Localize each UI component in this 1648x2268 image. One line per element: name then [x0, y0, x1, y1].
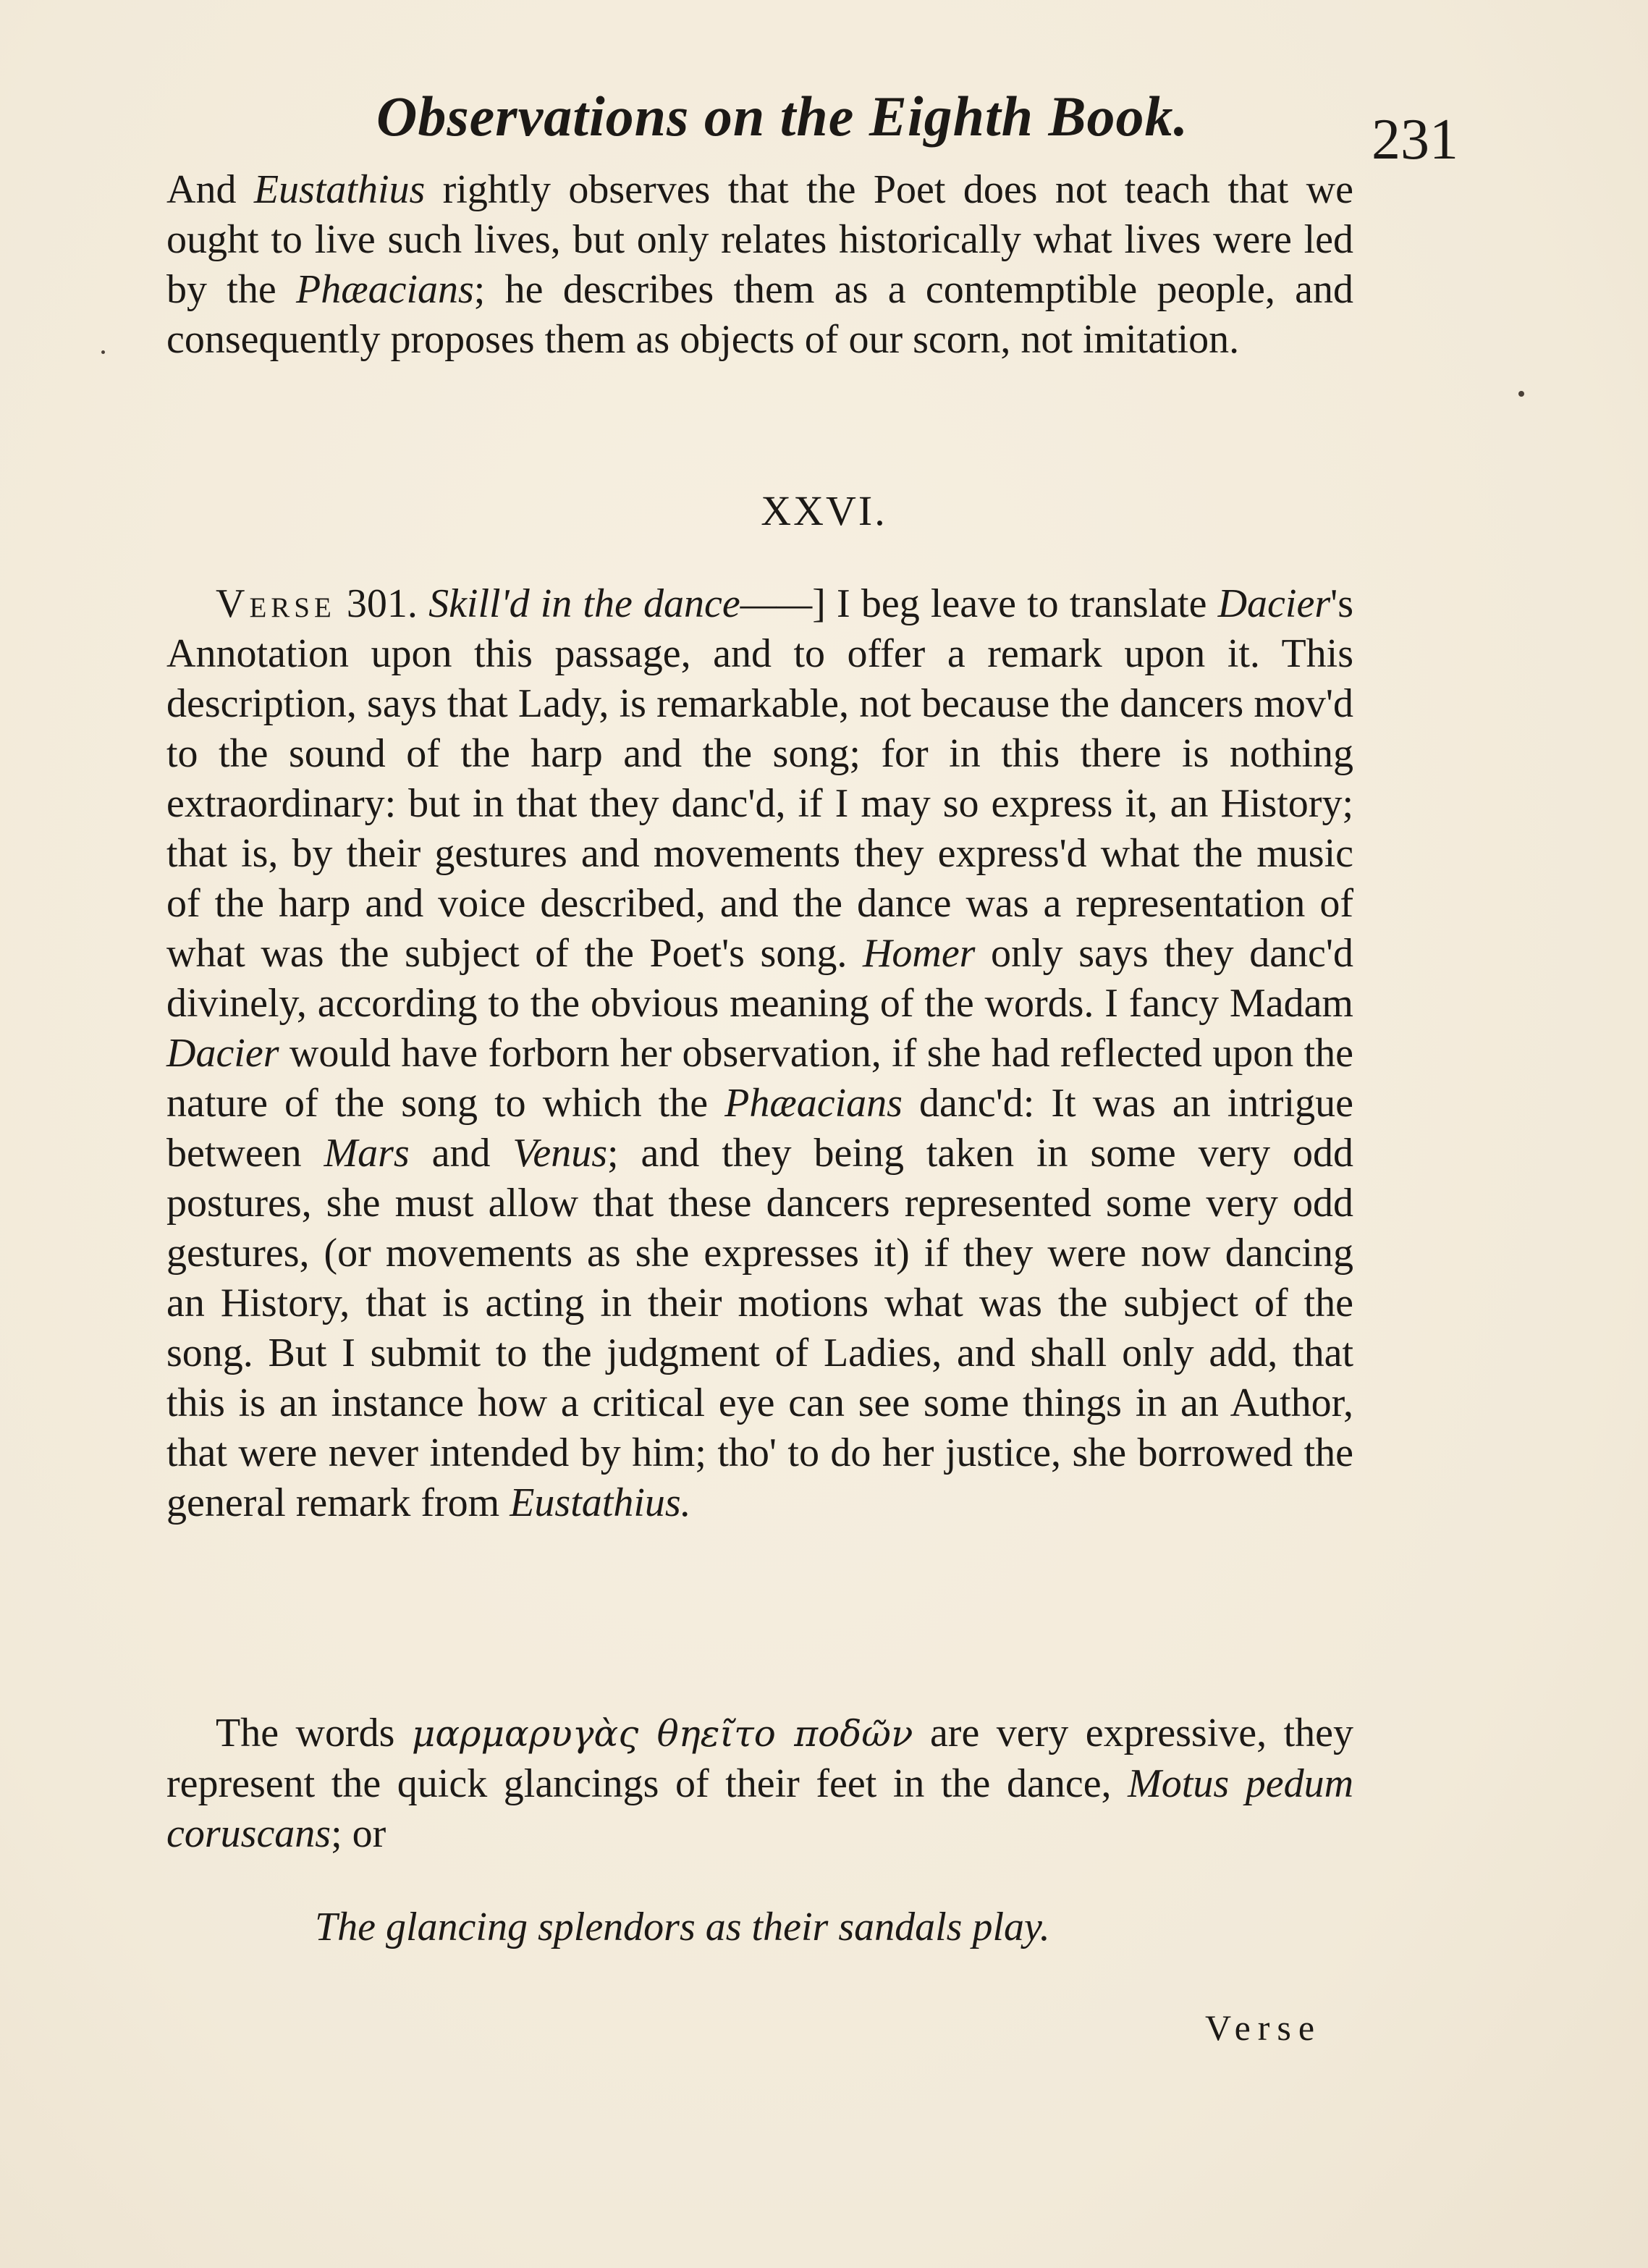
text-run: ; and they being taken in some very odd postures, she must allow that these dancers represented some very odd gestures, (or movements as she expresses it) if they were now dancing an History, that is acting in their motions what was the subject of the song. But I submit to the judgment of Ladies, and shall only add, that this is an instance how a critical eye can see some things in an Author, that were never intended by him; tho' to do her justice, she borrowed the general remark from	[166, 1131, 1353, 1525]
text-run: ; he describes them as a contemptible people, and consequently proposes them as objects of our scorn, not imitation.	[166, 267, 1353, 362]
text-run: danc'd: It was an intrigue between	[166, 1081, 1353, 1176]
section-heading: XXVI.	[761, 487, 887, 534]
text-run: are very expressive, they represent the quick glancings of their feet in the dance,	[166, 1711, 1353, 1806]
italic-name: Venus	[512, 1131, 608, 1176]
ink-speck	[1518, 391, 1524, 397]
text-run: 's Annotation upon this passage, and to offer a remark upon it. This description, says that Lady, is remarkable, not because the dancers mov'd to the sound of the harp and the song; for in this there is nothing extraordinary: but in that they danc'd, if I may so express it, an History; that is, by their gestures and movements they express'd what the music of the harp and voice described, and the dance was a representation of what was the subject of the Poet's song.	[166, 581, 1354, 976]
text-run: would have forborn her observation, if she had reflected upon the nature of the song to which the	[166, 1031, 1353, 1126]
text-run: And	[166, 167, 254, 212]
running-title: Observations on the Eighth Book.	[376, 85, 1189, 148]
italic-name: Eustathius.	[510, 1480, 691, 1525]
italic-name: Mars	[324, 1131, 410, 1176]
note-paragraph-text	[166, 579, 1353, 1528]
italic-name: Dacier	[166, 1031, 279, 1076]
italic-name: Phæacians	[724, 1081, 903, 1126]
verse-number: 301.	[335, 581, 429, 626]
text-run: ] I beg leave to translate	[812, 581, 1218, 626]
latin-phrase: Motus pedum coruscans	[166, 1761, 1354, 1856]
greek-phrase: μαρμαρυγὰς θηεῖτο ποδῶν	[411, 1713, 913, 1755]
ink-speck	[101, 350, 105, 354]
italic-name: Phæacians	[296, 267, 474, 312]
intro-paragraph-text	[166, 165, 1353, 365]
text-run: and	[409, 1131, 513, 1176]
text-run: rightly observes that the Poet does not teach that we ought to live such lives, but only relates historically what lives were led by the	[166, 167, 1353, 312]
text-run: ; or	[331, 1811, 386, 1856]
note-paragraph	[166, 579, 1353, 1528]
intro-paragraph	[166, 165, 1353, 365]
verse-quote: The glancing splendors as their sandals play.	[315, 1905, 1050, 1949]
italic-name: Homer	[862, 931, 976, 976]
text-run: The words	[216, 1711, 412, 1755]
greek-paragraph-text	[166, 1708, 1353, 1859]
italic-name: Eustathius	[253, 167, 426, 212]
verse-label: Verse	[216, 581, 336, 626]
italic-name: Dacier	[1217, 581, 1331, 626]
catchword: Verse	[1205, 2007, 1322, 2048]
lemma: Skill'd in the dance——	[428, 581, 813, 626]
greek-paragraph	[166, 1708, 1353, 1859]
running-head	[166, 78, 1458, 172]
text-run: only says they danc'd divinely, according to the obvious meaning of the words. I fancy Madam	[166, 931, 1354, 1026]
page-number: 231	[1372, 108, 1458, 172]
